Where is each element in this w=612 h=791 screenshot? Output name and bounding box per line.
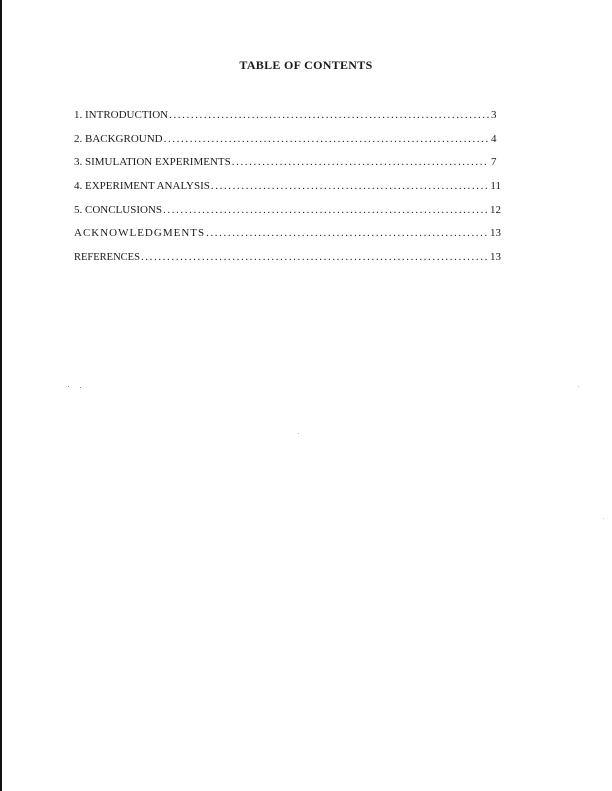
toc-entry-page: 7 [491,156,497,169]
toc-entry-page: 13 [490,227,501,240]
scan-speck [68,386,69,387]
toc-dot-leader [206,226,488,240]
toc-entry-simulation-experiments [74,155,501,179]
scan-speck [578,386,579,387]
toc-entry-background [74,132,501,156]
toc-dot-leader [232,155,489,169]
toc-entry-label: 4. EXPERIMENT ANALYSIS [74,180,210,193]
toc-entry-acknowledgments [74,226,501,250]
toc-entry-experiment-analysis [74,179,501,203]
toc-dot-leader [164,132,489,146]
page-title: TABLE OF CONTENTS [239,58,373,72]
toc-list [74,108,501,274]
toc-entry-references [74,250,501,274]
toc-entry-label: 5. CONCLUSIONS [74,203,163,216]
scan-speck [603,518,604,519]
toc-dot-leader [141,250,488,264]
page-left-edge [0,0,2,791]
toc-dot-leader [211,179,489,193]
toc-dot-leader [163,203,488,217]
toc-entry-label: 1. INTRODUCTION [74,109,169,121]
scan-speck [80,387,81,388]
toc-entry-page: 11 [490,180,501,193]
toc-entry-page: 4 [491,132,497,145]
toc-entry-introduction [74,108,501,132]
toc-entry-page: 3 [491,109,497,121]
toc-entry-conclusions [74,203,501,227]
toc-entry-page: 12 [490,203,501,216]
toc-dot-leader [169,108,489,122]
toc-entry-page: 13 [490,251,501,264]
toc-entry-label: 2. BACKGROUND [74,132,163,145]
toc-entry-label: ACKNOWLEDGMENTS [74,227,206,240]
scan-speck [298,433,299,434]
toc-entry-label: 3. SIMULATION EXPERIMENTS [74,156,231,169]
toc-entry-label: REFERENCES [74,252,140,264]
